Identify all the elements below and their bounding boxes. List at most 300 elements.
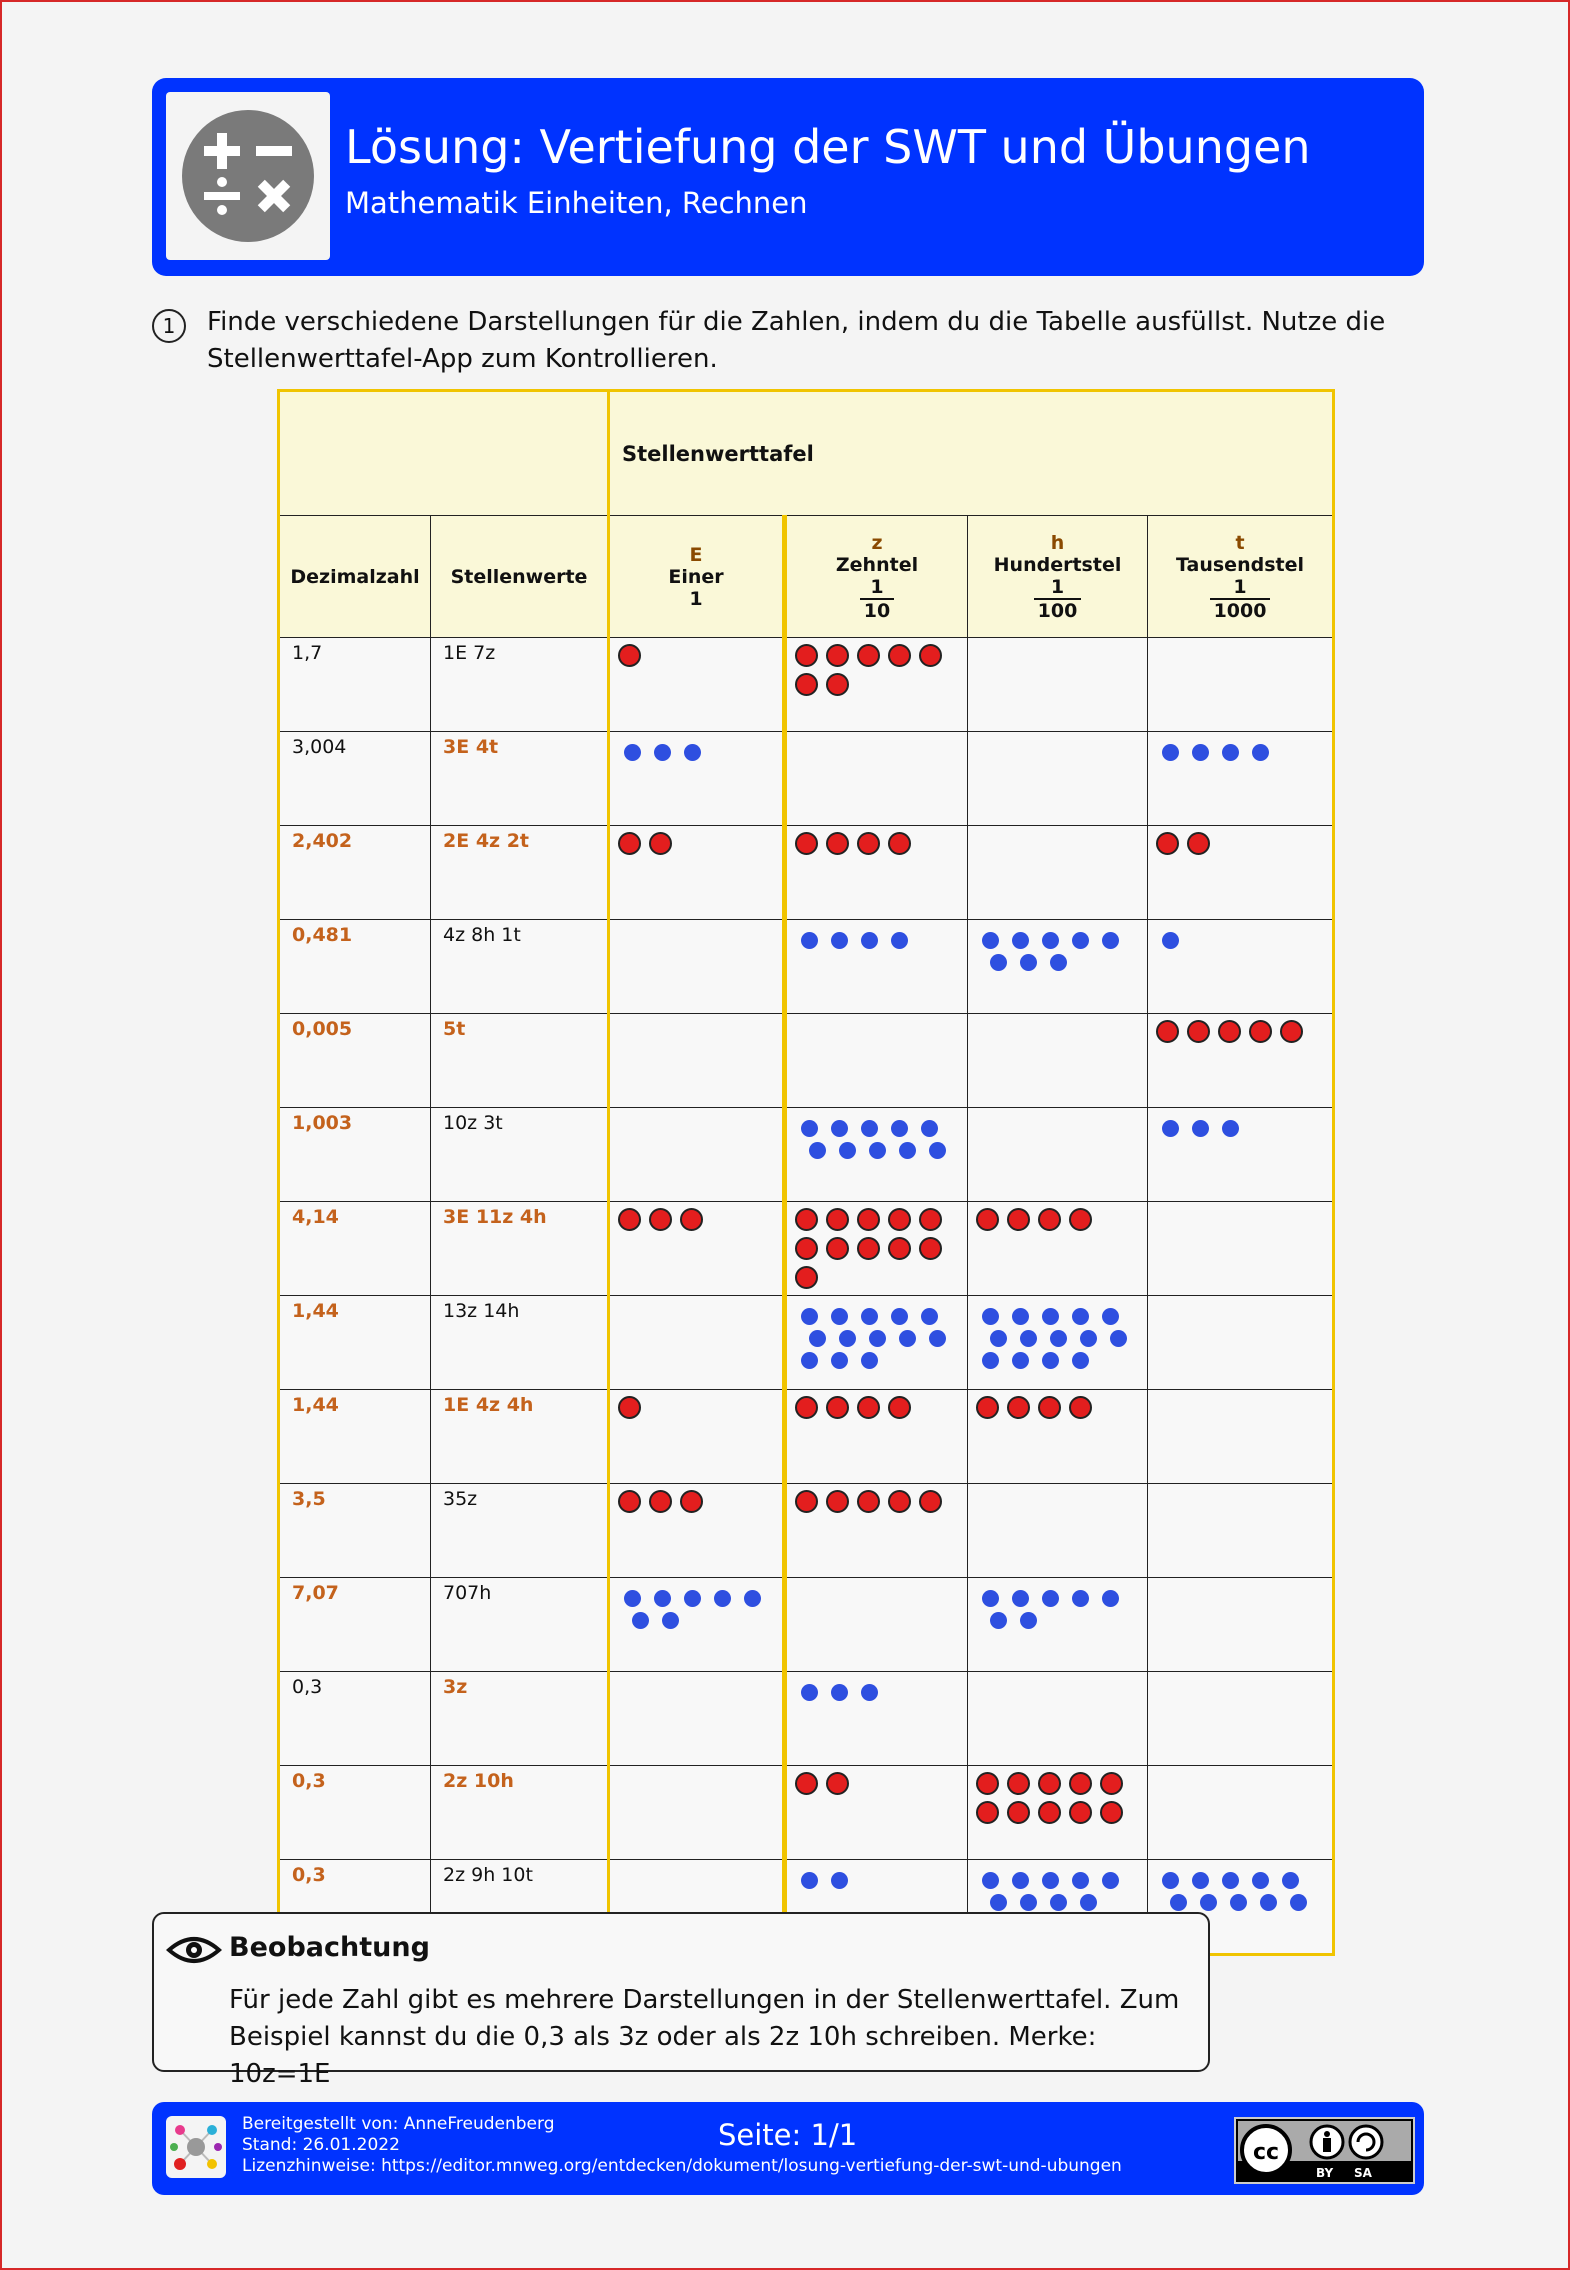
header-dezimalzahl: Dezimalzahl — [279, 516, 431, 638]
cell-dezimalzahl — [279, 1202, 431, 1296]
provided-by: Bereitgestellt von: AnneFreudenberg — [242, 2114, 555, 2134]
counter-dot-blue — [624, 744, 641, 761]
counter-dot-blue — [1042, 1872, 1059, 1889]
cell-stellenwerte — [431, 1202, 609, 1296]
counter-dot-blue — [1102, 932, 1119, 949]
counter-dot-red — [795, 1396, 818, 1419]
cell-place-h — [968, 1578, 1148, 1672]
dezimalzahl-value: 0,3 — [292, 1770, 326, 1792]
table-body — [279, 638, 1334, 1955]
cell-place-E — [609, 1484, 785, 1578]
counter-dot-red — [888, 1490, 911, 1513]
cell-dezimalzahl — [279, 920, 431, 1014]
fraction-numerator: 1 — [1034, 576, 1082, 600]
counter-dot-red — [976, 1396, 999, 1419]
counter-dot-blue — [1050, 954, 1067, 971]
cell-dezimalzahl — [279, 1766, 431, 1860]
counter-dot-blue — [1162, 1120, 1179, 1137]
cell-dezimalzahl — [279, 1578, 431, 1672]
counter-dot-blue — [861, 1352, 878, 1369]
counter-dot-red — [1218, 1020, 1241, 1043]
cell-place-t — [1148, 1484, 1334, 1578]
header-stellenwerte: Stellenwerte — [431, 516, 609, 638]
cell-place-t — [1148, 732, 1334, 826]
cell-stellenwerte — [431, 1766, 609, 1860]
counter-dot-blue — [1072, 1872, 1089, 1889]
dezimalzahl-value: 0,3 — [292, 1864, 326, 1886]
cell-place-z — [785, 1672, 968, 1766]
counter-dot-blue — [831, 1120, 848, 1137]
counter-dot-blue — [891, 1120, 908, 1137]
table-row — [279, 1108, 1334, 1202]
stellenwerte-value: 1E 4z 4h — [443, 1394, 534, 1416]
stellenwerte-value: 3z — [443, 1676, 468, 1698]
cell-stellenwerte — [431, 826, 609, 920]
stellenwerte-value: 4z 8h 1t — [443, 924, 521, 946]
cell-dezimalzahl — [279, 1390, 431, 1484]
cell-place-h — [968, 1108, 1148, 1202]
counter-dot-blue — [1012, 1308, 1029, 1325]
table-title: Stellenwerttafel — [622, 441, 814, 466]
counter-dot-blue — [1050, 1894, 1067, 1911]
svg-text:cc: cc — [1252, 2140, 1280, 2165]
counter-dot-red — [888, 644, 911, 667]
cell-place-z — [785, 1766, 968, 1860]
counter-dot-blue — [801, 1684, 818, 1701]
counter-dot-blue — [861, 1684, 878, 1701]
fraction-denominator: 10 — [863, 599, 891, 622]
cell-place-z — [785, 732, 968, 826]
cell-place-h — [968, 1484, 1148, 1578]
cell-dezimalzahl — [279, 826, 431, 920]
counter-dot-red — [1069, 1772, 1092, 1795]
counter-dot-blue — [1282, 1872, 1299, 1889]
fraction-denominator: 100 — [1037, 599, 1078, 622]
counter-dot-red — [618, 1396, 641, 1419]
counter-dot-blue — [831, 932, 848, 949]
dezimalzahl-value: 4,14 — [292, 1206, 339, 1228]
stellenwerte-value: 2z 9h 10t — [443, 1864, 533, 1886]
counter-dot-red — [795, 1772, 818, 1795]
place-value-table — [277, 389, 1335, 1956]
counter-dot-blue — [1260, 1894, 1277, 1911]
counter-dot-blue — [1080, 1330, 1097, 1347]
cell-place-h — [968, 1766, 1148, 1860]
fraction-numerator: 1 — [1210, 576, 1271, 600]
cell-place-t — [1148, 1578, 1334, 1672]
counter-dot-blue — [744, 1590, 761, 1607]
counter-dot-blue — [982, 1352, 999, 1369]
table-row — [279, 1578, 1334, 1672]
counter-dot-blue — [982, 1308, 999, 1325]
cell-place-h — [968, 1390, 1148, 1484]
counter-dot-red — [795, 673, 818, 696]
cell-stellenwerte — [431, 1108, 609, 1202]
cell-place-t — [1148, 1202, 1334, 1296]
table-row — [279, 1390, 1334, 1484]
counter-dot-red — [1156, 832, 1179, 855]
counter-dot-blue — [1072, 932, 1089, 949]
cell-dezimalzahl — [279, 1672, 431, 1766]
counter-dot-red — [1100, 1772, 1123, 1795]
counter-dot-red — [888, 1208, 911, 1231]
counter-dot-blue — [1080, 1894, 1097, 1911]
counter-dot-blue — [831, 1308, 848, 1325]
counter-dot-red — [1007, 1208, 1030, 1231]
cell-dezimalzahl — [279, 1296, 431, 1390]
cell-place-h — [968, 732, 1148, 826]
table-corner — [279, 391, 609, 516]
cell-place-E — [609, 1108, 785, 1202]
place-value: 1 — [689, 587, 703, 610]
counter-dot-blue — [1012, 1352, 1029, 1369]
counter-dot-blue — [1252, 744, 1269, 761]
cell-place-z — [785, 826, 968, 920]
counter-dot-blue — [1222, 1872, 1239, 1889]
counter-dot-blue — [990, 1330, 1007, 1347]
counter-dot-blue — [899, 1330, 916, 1347]
counter-dot-red — [826, 1772, 849, 1795]
cell-place-E — [609, 732, 785, 826]
counter-dot-red — [826, 1396, 849, 1419]
counter-dot-red — [1038, 1396, 1061, 1419]
cell-place-E — [609, 638, 785, 732]
counter-dot-blue — [801, 1352, 818, 1369]
footer-meta — [242, 2114, 1122, 2177]
dezimalzahl-value: 7,07 — [292, 1582, 339, 1604]
page-number: Seite: 1/1 — [718, 2118, 858, 2152]
counter-dot-red — [976, 1772, 999, 1795]
counter-dot-blue — [809, 1330, 826, 1347]
footer — [152, 2102, 1424, 2195]
counter-dot-red — [649, 832, 672, 855]
dezimalzahl-value: 2,402 — [292, 830, 353, 852]
cell-dezimalzahl — [279, 1108, 431, 1202]
place-fraction — [1210, 576, 1271, 622]
cell-stellenwerte — [431, 732, 609, 826]
cell-place-z — [785, 1578, 968, 1672]
counter-dot-blue — [990, 954, 1007, 971]
fraction-denominator: 1000 — [1213, 599, 1267, 622]
network-logo-icon — [166, 2116, 226, 2178]
counter-dot-red — [618, 644, 641, 667]
cell-place-t — [1148, 1390, 1334, 1484]
cell-place-t — [1148, 1296, 1334, 1390]
counter-dot-red — [1280, 1020, 1303, 1043]
counter-dot-blue — [1230, 1894, 1247, 1911]
counter-dot-blue — [1110, 1330, 1127, 1347]
stellenwerte-value: 2E 4z 2t — [443, 830, 530, 852]
calculator-operations-icon — [180, 108, 316, 244]
counter-dot-blue — [1020, 1612, 1037, 1629]
counter-dot-blue — [831, 1352, 848, 1369]
counter-dot-blue — [801, 1120, 818, 1137]
table-title-cell — [609, 391, 1334, 516]
counter-dot-red — [795, 1266, 818, 1289]
counter-dot-blue — [839, 1330, 856, 1347]
counter-dot-blue — [929, 1330, 946, 1347]
observation-box — [152, 1912, 1210, 2089]
mnweg-logo — [166, 2116, 226, 2178]
place-fraction — [1034, 576, 1082, 622]
cell-place-z — [785, 1390, 968, 1484]
place-fraction — [860, 576, 894, 622]
counter-dot-blue — [654, 744, 671, 761]
counter-dot-blue — [869, 1142, 886, 1159]
counter-dot-blue — [861, 1308, 878, 1325]
counter-dot-red — [857, 832, 880, 855]
cell-place-t — [1148, 1766, 1334, 1860]
dezimalzahl-value: 0,005 — [292, 1018, 353, 1040]
table-row — [279, 826, 1334, 920]
cell-stellenwerte — [431, 1672, 609, 1766]
counter-dot-blue — [831, 1872, 848, 1889]
stellenwerte-value: 3E 11z 4h — [443, 1206, 547, 1228]
counter-dot-blue — [982, 1872, 999, 1889]
cell-place-z — [785, 920, 968, 1014]
cell-place-z — [785, 1202, 968, 1296]
counter-dot-red — [919, 644, 942, 667]
place-name: Hundertstel — [993, 553, 1122, 576]
counter-dot-blue — [1222, 1120, 1239, 1137]
counter-dot-red — [826, 1237, 849, 1260]
counter-dot-blue — [839, 1142, 856, 1159]
place-letter: t — [1235, 531, 1245, 554]
counter-dot-red — [795, 1208, 818, 1231]
header-einer — [609, 516, 785, 638]
counter-dot-blue — [1102, 1872, 1119, 1889]
cell-place-E — [609, 1296, 785, 1390]
counter-dot-red — [919, 1237, 942, 1260]
counter-dot-red — [919, 1208, 942, 1231]
cell-place-E — [609, 1014, 785, 1108]
counter-dot-red — [888, 1396, 911, 1419]
table-row — [279, 1766, 1334, 1860]
counter-dot-blue — [990, 1894, 1007, 1911]
place-name: Tausendstel — [1176, 553, 1304, 576]
counter-dot-red — [1038, 1801, 1061, 1824]
cell-stellenwerte — [431, 1296, 609, 1390]
counter-dot-red — [1156, 1020, 1179, 1043]
counter-dot-blue — [1072, 1590, 1089, 1607]
cell-place-E — [609, 1578, 785, 1672]
counter-dot-blue — [1102, 1308, 1119, 1325]
license-link[interactable]: Lizenzhinweise: https://editor.mnweg.org/entdecken/dokument/losung-vertiefung-der-swt-und-ubungen — [242, 2156, 1122, 2176]
page-subtitle: Mathematik Einheiten, Rechnen — [345, 186, 808, 220]
dezimalzahl-value: 0,481 — [292, 924, 353, 946]
place-letter: h — [1050, 531, 1065, 554]
counter-dot-blue — [891, 1308, 908, 1325]
header-banner — [152, 78, 1424, 276]
cell-place-z — [785, 1296, 968, 1390]
dezimalzahl-value: 1,44 — [292, 1394, 339, 1416]
counter-dot-blue — [899, 1142, 916, 1159]
counter-dot-red — [826, 1490, 849, 1513]
counter-dot-red — [857, 1237, 880, 1260]
cell-dezimalzahl — [279, 732, 431, 826]
cell-place-h — [968, 826, 1148, 920]
counter-dot-blue — [1252, 1872, 1269, 1889]
cell-dezimalzahl — [279, 1484, 431, 1578]
cell-stellenwerte — [431, 1484, 609, 1578]
cell-place-E — [609, 826, 785, 920]
counter-dot-blue — [1042, 1352, 1059, 1369]
counter-dot-blue — [801, 932, 818, 949]
observation-text: Für jede Zahl gibt es mehrere Darstellungen in der Stellenwerttafel. Zum Beispiel kannst du die 0,3 als 3z oder als 2z 10h schreiben. Merke: 10z=1E — [229, 1985, 1180, 2089]
counter-dot-red — [618, 1208, 641, 1231]
counter-dot-red — [1038, 1772, 1061, 1795]
counter-dot-red — [857, 644, 880, 667]
counter-dot-red — [888, 832, 911, 855]
cell-place-h — [968, 638, 1148, 732]
task-number: 1 — [152, 309, 186, 343]
counter-dot-blue — [1162, 1872, 1179, 1889]
cell-dezimalzahl — [279, 638, 431, 732]
cc-license-badge[interactable] — [1234, 2117, 1415, 2184]
cell-stellenwerte — [431, 1578, 609, 1672]
cell-stellenwerte — [431, 1014, 609, 1108]
counter-dot-red — [1249, 1020, 1272, 1043]
place-letter: E — [689, 543, 703, 566]
logo — [166, 92, 330, 260]
table-row — [279, 1296, 1334, 1390]
cell-place-t — [1148, 920, 1334, 1014]
counter-dot-red — [1069, 1208, 1092, 1231]
dezimalzahl-value: 1,7 — [292, 642, 323, 664]
counter-dot-red — [795, 832, 818, 855]
counter-dot-blue — [1170, 1894, 1187, 1911]
counter-dot-blue — [1192, 1120, 1209, 1137]
counter-dot-blue — [1042, 1308, 1059, 1325]
counter-dot-blue — [1042, 1590, 1059, 1607]
cell-place-t — [1148, 1014, 1334, 1108]
cell-place-z — [785, 638, 968, 732]
stellenwerte-value: 3E 4t — [443, 736, 499, 758]
counter-dot-blue — [662, 1612, 679, 1629]
counter-dot-blue — [684, 1590, 701, 1607]
cell-place-t — [1148, 826, 1334, 920]
table-row — [279, 1484, 1334, 1578]
counter-dot-blue — [684, 744, 701, 761]
counter-dot-blue — [714, 1590, 731, 1607]
place-name: Zehntel — [835, 553, 919, 576]
counter-dot-blue — [929, 1142, 946, 1159]
cell-stellenwerte — [431, 1390, 609, 1484]
counter-dot-red — [795, 1490, 818, 1513]
cell-place-E — [609, 1202, 785, 1296]
counter-dot-red — [680, 1208, 703, 1231]
cell-place-t — [1148, 1108, 1334, 1202]
counter-dot-blue — [1200, 1894, 1217, 1911]
counter-dot-blue — [1020, 1894, 1037, 1911]
counter-dot-blue — [921, 1308, 938, 1325]
table-row — [279, 1014, 1334, 1108]
place-letter: z — [871, 531, 883, 554]
cell-place-h — [968, 1014, 1148, 1108]
counter-dot-red — [1100, 1801, 1123, 1824]
header-tausendstel — [1148, 516, 1334, 638]
task-instruction: Finde verschiedene Darstellungen für die Zahlen, indem du die Tabelle ausfüllst. Nutze die Stellenwerttafel-App zum Kontrollieren. — [207, 307, 1386, 374]
stellenwerte-value: 10z 3t — [443, 1112, 503, 1134]
counter-dot-blue — [801, 1872, 818, 1889]
cell-stellenwerte — [431, 638, 609, 732]
place-name: Einer — [668, 565, 724, 588]
counter-dot-blue — [1012, 932, 1029, 949]
counter-dot-blue — [1162, 932, 1179, 949]
date-stand: Stand: 26.01.2022 — [242, 2135, 400, 2155]
stellenwerte-value: 5t — [443, 1018, 466, 1040]
counter-dot-blue — [1012, 1872, 1029, 1889]
counter-dot-blue — [654, 1590, 671, 1607]
counter-dot-red — [826, 644, 849, 667]
counter-dot-red — [857, 1396, 880, 1419]
dezimalzahl-value: 1,003 — [292, 1112, 353, 1134]
table-row — [279, 920, 1334, 1014]
stellenwerte-value: 13z 14h — [443, 1300, 520, 1322]
counter-dot-blue — [1020, 954, 1037, 971]
page-title: Lösung: Vertiefung der SWT und Übungen — [345, 120, 1311, 174]
counter-dot-red — [795, 644, 818, 667]
counter-dot-blue — [1192, 1872, 1209, 1889]
counter-dot-red — [976, 1208, 999, 1231]
counter-dot-red — [649, 1490, 672, 1513]
counter-dot-red — [826, 832, 849, 855]
counter-dot-blue — [990, 1612, 1007, 1629]
counter-dot-red — [1187, 1020, 1210, 1043]
counter-dot-red — [976, 1801, 999, 1824]
counter-dot-blue — [831, 1684, 848, 1701]
counter-dot-blue — [809, 1142, 826, 1159]
dezimalzahl-value: 3,5 — [292, 1488, 326, 1510]
observation-title: Beobachtung — [229, 1932, 430, 1963]
counter-dot-blue — [1192, 744, 1209, 761]
cell-place-z — [785, 1108, 968, 1202]
counter-dot-blue — [632, 1612, 649, 1629]
counter-dot-red — [1007, 1772, 1030, 1795]
counter-dot-red — [857, 1208, 880, 1231]
counter-dot-red — [1069, 1396, 1092, 1419]
cell-place-E — [609, 1672, 785, 1766]
cell-place-h — [968, 1672, 1148, 1766]
counter-dot-red — [1007, 1396, 1030, 1419]
counter-dot-blue — [1072, 1308, 1089, 1325]
table-row — [279, 732, 1334, 826]
dezimalzahl-value: 0,3 — [292, 1676, 323, 1698]
counter-dot-blue — [1020, 1330, 1037, 1347]
counter-dot-red — [1187, 832, 1210, 855]
cell-dezimalzahl — [279, 1014, 431, 1108]
cc-by-label: BY — [1316, 2166, 1334, 2180]
counter-dot-blue — [1102, 1590, 1119, 1607]
cell-place-h — [968, 920, 1148, 1014]
cc-sa-label: SA — [1354, 2166, 1372, 2180]
cell-place-t — [1148, 638, 1334, 732]
cell-stellenwerte — [431, 920, 609, 1014]
counter-dot-red — [826, 1208, 849, 1231]
cell-place-z — [785, 1484, 968, 1578]
counter-dot-blue — [982, 932, 999, 949]
counter-dot-red — [618, 1490, 641, 1513]
counter-dot-red — [1007, 1801, 1030, 1824]
counter-dot-blue — [1050, 1330, 1067, 1347]
counter-dot-red — [826, 673, 849, 696]
counter-dot-blue — [982, 1590, 999, 1607]
counter-dot-blue — [869, 1330, 886, 1347]
header-hundertstel — [968, 516, 1148, 638]
stellenwerte-value: 2z 10h — [443, 1770, 514, 1792]
cell-place-E — [609, 1390, 785, 1484]
counter-dot-blue — [891, 932, 908, 949]
